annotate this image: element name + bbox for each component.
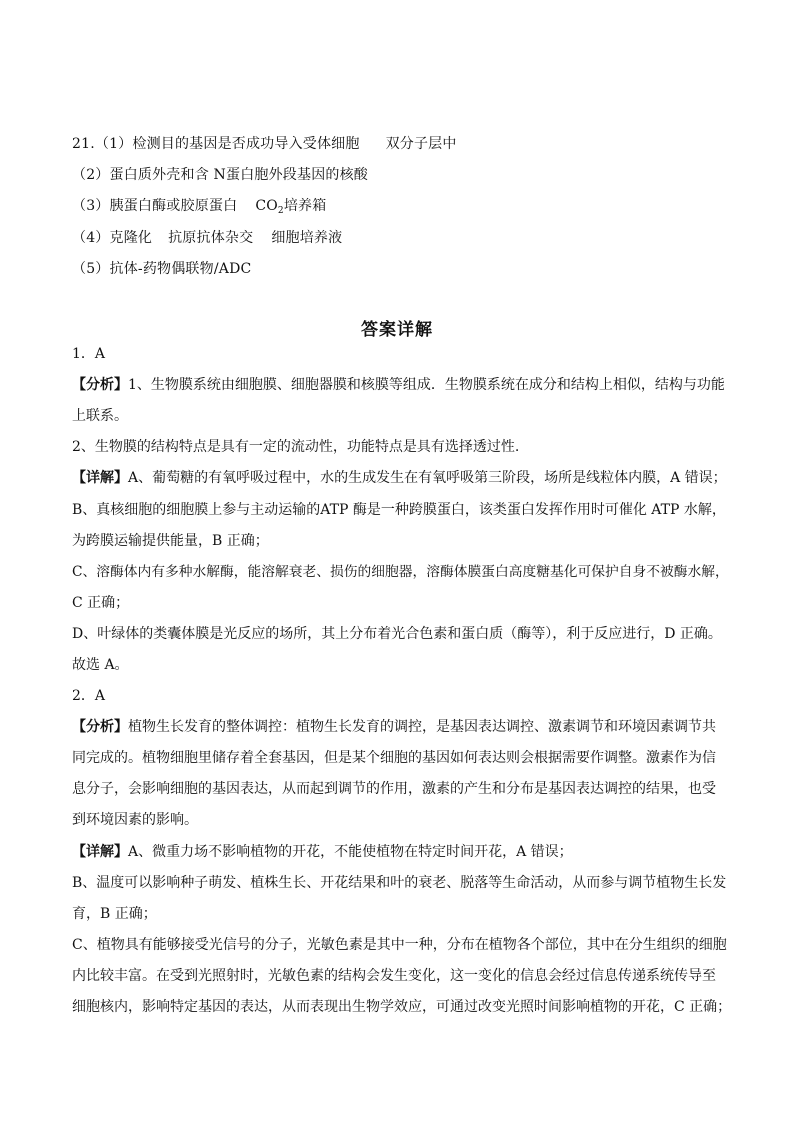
q21-part1-answer-b: 双分子层中 (385, 136, 457, 152)
q2-analysis-line-4: 到环境因素的影响。 (72, 812, 198, 828)
q1-detail-line-6: D、叶绿体的类囊体膜是光反应的场所，其上分布着光合色素和蛋白质（酶等），利于反应进行，D 正确。 (72, 626, 722, 642)
analysis-tag: 【分析】 (72, 719, 128, 735)
q21-answer-line-5 (72, 260, 251, 278)
q2-analysis-line-1: 【分析】植物生长发育的整体调控：植物生长发育的调控，是基因表达调控、激素调节和环境因素调节共 (72, 719, 716, 735)
q1-detail-line-1: 【详解】A、葡萄糖的有氧呼吸过程中，水的生成发生在有氧呼吸第三阶段，场所是线粒体内膜，A 错误； (72, 470, 727, 486)
q21-part5-answer: （5）抗体-药物偶联物/ADC (72, 261, 252, 277)
detail-tag: 【详解】 (72, 844, 128, 860)
q2-detail-line-2: B、温度可以影响种子萌发、植株生长、开花结果和叶的衰老、脱落等生命活动，从而参与调节植物生长发 (72, 875, 727, 891)
q21-answer-line-4 (72, 229, 342, 247)
q1-detail-line-7: 故选 A。 (72, 657, 129, 673)
analysis-tag: 【分析】 (72, 377, 128, 393)
q21-answer-line-2 (72, 166, 368, 184)
q2-analysis-line-3: 息分子，会影响细胞的基因表达，从而起到调节的作用，激素的产生和分布是基因表达调控的结果，也受 (72, 781, 716, 797)
q21-part2-answer: （2）蛋白质外壳和含 N蛋白胞外段基因的核酸 (72, 167, 369, 183)
q1-detail-line-4: C、溶酶体内有多种水解酶，能溶解衰老、损伤的细胞器，溶酶体膜蛋白高度糖基化可保护自身不被酶水解， (72, 564, 729, 580)
q2-detail-line-3: 育，B 正确； (72, 906, 157, 922)
q2-detail-line-5: 内比较丰富。在受到光照射时，光敏色素的结构会发生变化，这一变化的信息会经过信息传递系统传导至 (72, 968, 716, 984)
q2-detail-line-6: 细胞核内，影响特定基因的表达，从而表现出生物学效应，可通过改变光照时间影响植物的开花，C 正确； (72, 999, 732, 1015)
q21-part1-answer-a: 21.（1）检测目的基因是否成功导入受体细胞 (72, 136, 360, 152)
section-title: 答案详解 (361, 320, 433, 340)
q21-answer-line-1 (72, 135, 457, 153)
detail-tag: 【详解】 (72, 470, 128, 486)
q2-analysis-line-2: 同完成的。植物细胞里储存着全套基因，但是某个细胞的基因如何表达则会根据需要作调整。激素作为信 (72, 750, 716, 766)
q2-detail-line-4: C、植物具有能够接受光信号的分子，光敏色素是其中一种，分布在植物各个部位，其中在分生组织的细胞 (72, 937, 727, 953)
q2-detail-line-1: 【详解】A、微重力场不影响植物的开花，不能使植物在特定时间开花，A 错误； (72, 844, 573, 860)
q21-answer-line-3 (72, 197, 326, 215)
q21-part3-answer-a: （3）胰蛋白酶或胶原蛋白 (72, 198, 238, 214)
q21-part4-answer-b: 抗原抗体杂交 (168, 230, 254, 246)
q21-part3-answer-b: $CO_2$培养箱 (255, 198, 327, 216)
q21-part4-answer-c: 细胞培养液 (271, 230, 343, 246)
q1-detail-line-5: C 正确； (72, 595, 130, 611)
q21-part4-answer-a: （4）克隆化 (72, 230, 153, 246)
q2-number: 2．A (72, 688, 106, 704)
q1-detail-line-3: 为跨膜运输提供能量，B 正确； (72, 533, 269, 549)
q1-analysis-line-2: 上联系。 (72, 408, 128, 424)
q1-analysis-line-3: 2、生物膜的结构特点是具有一定的流动性，功能特点是具有选择透过性. (72, 439, 520, 455)
q1-analysis-line-1: 【分析】1、生物膜系统由细胞膜、细胞器膜和核膜等组成．生物膜系统在成分和结构上相似，结构与功能 (72, 377, 725, 393)
q1-detail-line-2: B、真核细胞的细胞膜上参与主动运输的ATP 酶是一种跨膜蛋白，该类蛋白发挥作用时可催化 ATP 水解， (72, 502, 726, 518)
q1-number: 1．A (72, 346, 106, 362)
